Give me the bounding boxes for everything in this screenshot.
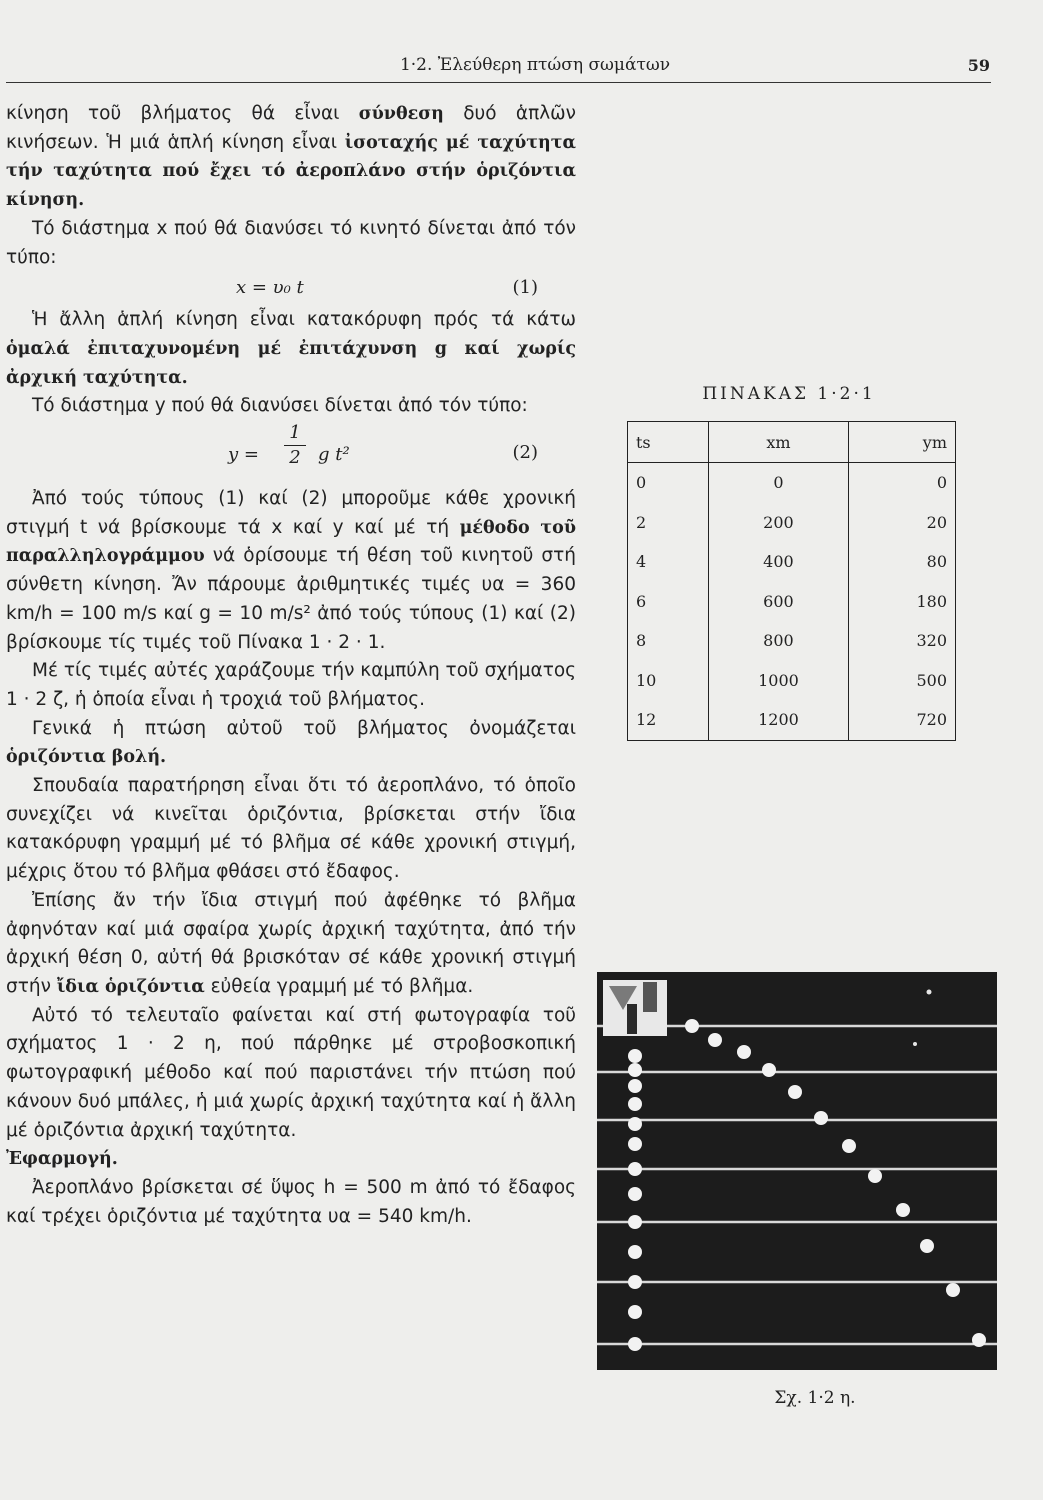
table-cell: 2 bbox=[628, 503, 709, 543]
bold-term-synthesis: σύνθεση bbox=[358, 104, 444, 124]
table-cell: 6 bbox=[628, 582, 709, 622]
formula-2-number: (2) bbox=[512, 442, 538, 464]
table-cell: 200 bbox=[709, 503, 848, 543]
paragraph-11: Ἀεροπλάνο βρίσκεται σέ ὕψος h = 500 m ἀπό τό ἔδαφος καί τρέχει ὁριζόντια μέ ταχύτητα υα = 540 km/h. bbox=[6, 1176, 576, 1227]
paragraph-5: Ἀπό τούς τύπους (1) καί (2) μποροῦμε κάθε χρονική στιγμή t νά βρίσκουμε τά x καί y καί μέ τή μέθοδο τοῦ παραλληλογράμμου νά ὁρίσουμε τή θέση τοῦ κινητοῦ στή σύνθετη κίνηση. Ἄν πάρουμε ἀριθμητικές τιμές υα = 360 km/h = 100 m/s καί g = 10 m/s² ἀπό τούς τύπους (1) καί (2) βρίσκουμε τίς τιμές τοῦ Πίνακα 1 · 2 · 1. bbox=[6, 488, 576, 653]
table-cell: 0 bbox=[848, 463, 955, 503]
photo-speck bbox=[927, 990, 932, 995]
table-row bbox=[628, 700, 956, 740]
table-cell: 180 bbox=[848, 582, 955, 622]
paragraph-8: Σπουδαία παρατήρηση εἶναι ὅτι τό ἀεροπλάνο, τό ὁποῖο συνεχίζει νά κινεῖται ὁριζόντια, βρίσκεται στήν ἴδια κατακόρυφη γραμμή μέ τό βλῆμα σέ κάθε χρονική στιγμή, μέχρις ὅτου τό βλῆμα φθάσει στό ἔδαφος. bbox=[6, 775, 576, 883]
table-row bbox=[628, 463, 956, 503]
table-cell: 10 bbox=[628, 661, 709, 701]
paragraph-4: Τό διάστημα y πού θά διανύσει δίνεται ἀπό τόν τύπο: bbox=[32, 395, 528, 417]
table-row bbox=[628, 661, 956, 701]
bold-term-parallelogram: μέθοδο τοῦ παραλληλογράμμου bbox=[6, 517, 576, 567]
paragraph-9: Ἐπίσης ἄν τήν ἴδια στιγμή πού ἀφέθηκε τό βλῆμα ἀφηνόταν καί μιά σφαίρα χωρίς ἀρχική ταχύτητα, ἀπό τήν ἀρχική θέση 0, αὐτή θά βρισκόταν σέ κάθε χρονική στιγμή στήν ἴδια ὁριζόντια εὐθεία γραμμή μέ τό βλῆμα. bbox=[6, 889, 576, 997]
table-cell: 500 bbox=[848, 661, 955, 701]
running-header-title: 1·2. Ἐλεύθερη πτώση σωμάτων bbox=[399, 55, 671, 75]
table-cell: 400 bbox=[709, 542, 848, 582]
bold-term-uniform: ἰσοταχής μέ ταχύτητα τήν ταχύτητα πού ἔχει τό ἀεροπλάνο στήν ὁριζόντια κίνηση. bbox=[6, 132, 576, 211]
stroboscopic-photo bbox=[597, 972, 997, 1370]
release-apparatus bbox=[603, 980, 667, 1036]
page-number: 59 bbox=[967, 56, 990, 75]
table-cell: 600 bbox=[709, 582, 848, 622]
figure-caption: Σχ. 1·2 η. bbox=[774, 1388, 856, 1408]
table-cell: 320 bbox=[848, 621, 955, 661]
table-row bbox=[628, 621, 956, 661]
table-cell: 720 bbox=[848, 700, 955, 740]
paragraph-2: Τό διάστημα x πού θά διανύσει τό κινητό δίνεται ἀπό τόν τύπο: bbox=[6, 217, 576, 268]
section-heading-application: Ἐφαρμογή. bbox=[6, 1149, 118, 1170]
main-text-column bbox=[6, 100, 576, 1231]
table-cell: 0 bbox=[709, 463, 848, 503]
table-row bbox=[628, 582, 956, 622]
paragraph-7: Γενικά ἡ πτώση αὐτοῦ τοῦ βλήματος ὀνομάζεται ὁριζόντια βολή. bbox=[6, 717, 576, 768]
paragraph-3: Ἡ ἄλλη ἁπλή κίνηση εἶναι κατακόρυφη πρός τά κάτω ὁμαλά ἐπιταχυνομένη μέ ἐπιτάχυνση g καί χωρίς ἀρχική ταχύτητα. bbox=[6, 309, 576, 388]
formula-1-number: (1) bbox=[512, 277, 538, 299]
table-cell: 4 bbox=[628, 542, 709, 582]
table-cell: 800 bbox=[709, 621, 848, 661]
stroboscopic-photo-drawing bbox=[597, 972, 997, 1370]
header-divider bbox=[6, 82, 991, 83]
table-header-row bbox=[628, 422, 956, 463]
table-cell: 1200 bbox=[709, 700, 848, 740]
table-row bbox=[628, 503, 956, 543]
formula-1-expression: x = υ₀ t bbox=[236, 277, 304, 299]
formula-2-fraction: $\frac{1}{2}$ bbox=[284, 421, 306, 470]
photo-speck bbox=[913, 1042, 917, 1046]
table-cell: 20 bbox=[848, 503, 955, 543]
table-header-cell: xm bbox=[709, 422, 848, 463]
bold-term-horizontal-throw: ὁριζόντια βολή. bbox=[6, 747, 167, 768]
paragraph-1: κίνηση τοῦ βλήματος θά εἶναι σύνθεση δυό ἁπλῶν κινήσεων. Ἡ μιά ἁπλή κίνηση εἶναι ἰσοταχής μέ ταχύτητα τήν ταχύτητα πού ἔχει τό ἀεροπλάνο στήν ὁριζόντια κίνηση. bbox=[6, 103, 576, 211]
table-cell: 80 bbox=[848, 542, 955, 582]
bold-term-same-horizontal: ἴδια ὁριζόντια bbox=[56, 976, 205, 997]
table-cell: 8 bbox=[628, 621, 709, 661]
table-cell: 12 bbox=[628, 700, 709, 740]
formula-1 bbox=[6, 272, 576, 306]
paragraph-6: Μέ τίς τιμές αὐτές χαράζουμε τήν καμπύλη τοῦ σχήματος 1 · 2 ζ, ἡ ὁποία εἶναι ἡ τροχιά τοῦ βλήματος. bbox=[6, 660, 577, 710]
table-cell: 1000 bbox=[709, 661, 848, 701]
table-header-cell: ym bbox=[848, 422, 955, 463]
table-header-cell: ts bbox=[628, 422, 709, 463]
formula-2: y = $\frac{1}{2}$ g t² (2) bbox=[228, 422, 538, 469]
table-row bbox=[628, 542, 956, 582]
paragraph-10: Αὐτό τό τελευταῖο φαίνεται καί στή φωτογραφία τοῦ σχήματος 1 · 2 η, πού πάρθηκε μέ στροβοσκοπική φωτογραφική μέθοδο καί πού παριστάνει τήν πτώση πού κάνουν δυό μπάλες, ἡ μιά χωρίς ἀρχική ταχύτητα καί ἡ ἄλλη μέ ὁριζόντια ἀρχική ταχύτητα. bbox=[6, 1004, 576, 1141]
table-cell: 0 bbox=[628, 463, 709, 503]
bold-term-accelerated: ὁμαλά ἐπιταχυνομένη μέ ἐπιτάχυνση g καί χωρίς ἀρχική ταχύτητα. bbox=[6, 338, 576, 388]
table-title: ΠΙΝΑΚΑΣ 1·2·1 bbox=[702, 384, 876, 404]
values-table bbox=[627, 421, 956, 741]
